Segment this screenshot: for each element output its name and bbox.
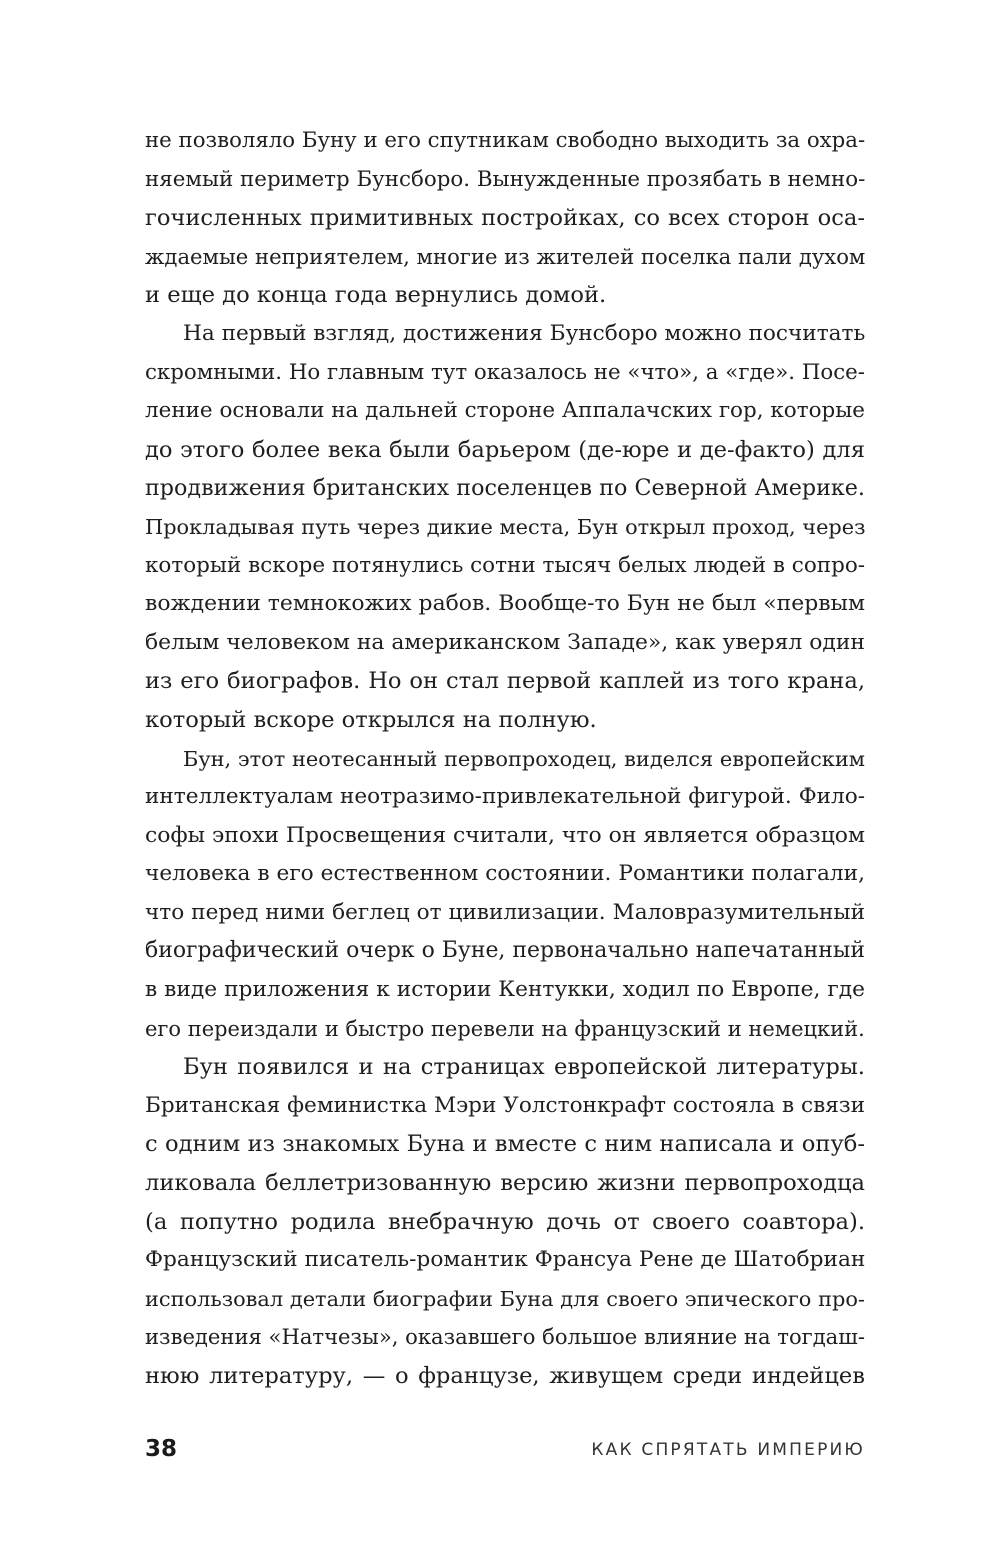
text-line: не позволяло Буну и его спутникам свободно выходить за охра- [145, 128, 866, 153]
text-line: продвижения британских поселенцев по Северной Америке. [145, 475, 865, 502]
text-line: белым человеком на американском Западе», как уверял один [145, 629, 865, 655]
text-line: Бун, этот неотесанный первопроходец, виделся европейским [183, 746, 865, 771]
text-line: Французский писатель-романтик Франсуа Рене де Шатобриан [145, 1247, 866, 1273]
text-line: нюю литературу, — о французе, живущем среди индейцев [145, 1363, 865, 1389]
text-line: который вскоре потянулись сотни тысяч белых людей в сопро- [145, 552, 866, 578]
text-line: до этого более века были барьером (де-юре и де-факто) для [145, 436, 865, 463]
text-line: ликовала беллетризованную версию жизни первопроходца [145, 1170, 865, 1197]
text-line: На первый взгляд, достижения Бунсборо можно посчитать [183, 320, 866, 346]
text-line: изведения «Натчезы», оказавшего большое влияние на тогдаш- [145, 1324, 865, 1350]
text-line: интеллектуалам неотразимо-привлекательной фигурой. Фило- [145, 784, 865, 810]
running-title: КАК СПРЯТАТЬ ИМПЕРИЮ [591, 1440, 865, 1460]
text-line: няемый периметр Бунсборо. Вынужденные прозябать в немно- [145, 166, 866, 192]
text-line: использовал детали биографии Буна для своего эпического про- [145, 1286, 865, 1311]
text-line: с одним из знакомых Буна и вместе с ним написала и опуб- [145, 1131, 865, 1158]
text-line: и еще до конца года вернулись домой. [145, 282, 607, 309]
text-line: скромными. Но главным тут оказалось не «что», а «где». Посе- [145, 359, 865, 385]
text-line: человека в его естественном состоянии. Романтики полагали, [145, 861, 865, 887]
text-line: его переиздали и быстро перевели на французский и немецкий. [145, 1016, 865, 1041]
text-line: гочисленных примитивных постройках, со всех сторон оса- [145, 205, 865, 232]
body-text [145, 122, 865, 1396]
text-line: ждаемые неприятелем, многие из жителей поселка пали духом [145, 243, 866, 269]
page-footer [145, 1436, 865, 1470]
page-number: 38 [145, 1436, 178, 1462]
text-line: Прокладывая путь через дикие места, Бун открыл проход, через [145, 514, 866, 539]
text-line: что перед ними беглец от цивилизации. Маловразумительный [145, 899, 865, 925]
text-line: ление основали на дальней стороне Аппалачских гор, которые [145, 398, 865, 424]
text-line: Британская феминистка Мэри Уолстонкрафт состояла в связи [145, 1092, 865, 1118]
text-line: Бун появился и на страницах европейской литературы. [183, 1054, 865, 1081]
text-line: из его биографов. Но он стал первой каплей из того крана, [145, 668, 865, 695]
text-line: биографический очерк о Буне, первоначально напечатанный [145, 938, 865, 964]
text-line: в виде приложения к истории Кентукки, ходил по Европе, где [145, 977, 865, 1003]
text-line: вождении темнокожих рабов. Вообще-то Бун не был «первым [145, 591, 866, 617]
text-line: (а попутно родила внебрачную дочь от своего соавтора). [145, 1208, 865, 1235]
text-line: софы эпохи Просвещения считали, что он является образцом [145, 822, 865, 848]
text-line: который вскоре открылся на полную. [145, 706, 597, 733]
